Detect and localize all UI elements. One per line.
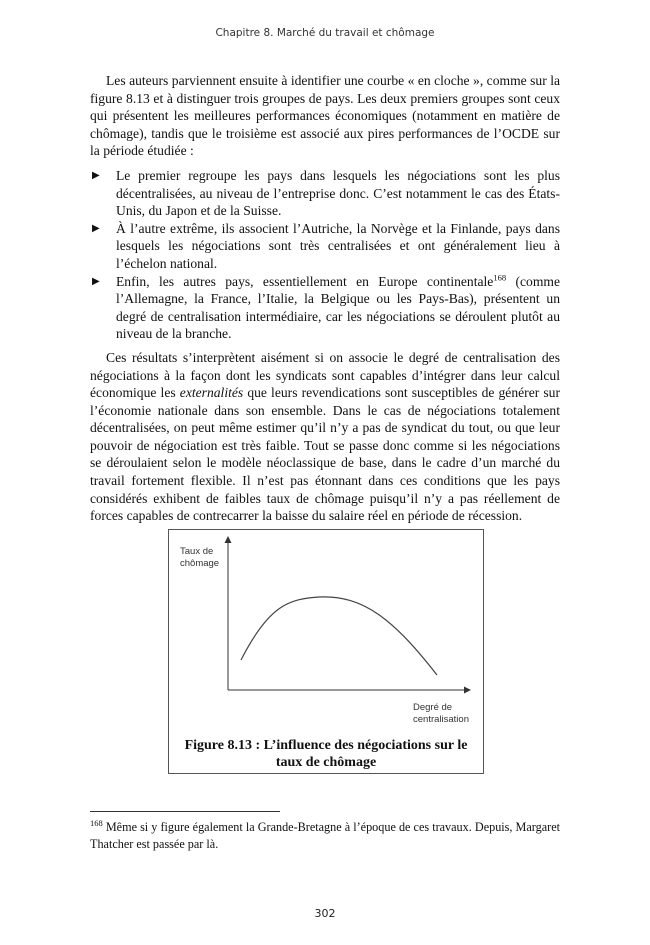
list-item-text: À l’autre extrême, ils associent l’Autriche, la Norvège et la Finlande, pays dans lesquels les négociations sont très centralisées et ont généralement lieu à l’échelon national.: [116, 220, 560, 271]
bullet-icon: ▶: [92, 222, 100, 234]
y-axis-label-line1: Taux de: [180, 546, 214, 557]
bell-curve-diagram: [169, 530, 483, 735]
list-item: [90, 273, 560, 343]
x-axis-label-line1: Degré de: [413, 702, 453, 713]
bell-curve: [241, 597, 437, 675]
interpretation-paragraph: [90, 349, 560, 525]
footnote-reference[interactable]: 168: [493, 272, 507, 282]
x-axis-label-line2: centralisation: [413, 714, 469, 725]
footnote-number: 168: [90, 817, 103, 828]
running-header: Chapitre 8. Marché du travail et chômage: [215, 27, 435, 39]
country-groups-list: [90, 167, 560, 343]
paragraph-text: Ces résultats s’interprètent aisément si on associe le degré de centralisation des négociations à la façon dont les syndicats sont capables d’intégrer dans leur calcul économique les: [90, 349, 560, 401]
main-text: [90, 72, 560, 525]
footnote-separator: [90, 811, 280, 812]
intro-paragraph: Les auteurs parviennent ensuite à identifier une courbe « en cloche », comme sur la figure 8.13 et à distinguer trois groupes de pays. Les deux premiers groupes sont ceux qui présentent les meilleures performances économiques (notamment en matière de chômage), tandis que le troisième est associé aux pires performances de l’OCDE sur la période étudiée :: [90, 73, 560, 159]
list-item-text: Enfin, les autres pays, essentiellement en Europe continentale: [116, 273, 494, 289]
emphasized-term: externalités: [179, 385, 244, 401]
figure-caption-line1: Figure 8.13 : L’influence des négociations sur le: [184, 738, 468, 753]
footnote: [90, 819, 560, 852]
bullet-icon: ▶: [92, 275, 100, 287]
bullet-icon: ▶: [92, 169, 100, 181]
list-item-text-continued: (comme l’Allemagne, la France, l’Italie, la Belgique ou les Pays-Bas), présentent un degré de centralisation intermédiaire, car les négociations se déroulent plutôt au niveau de la branche.: [116, 273, 560, 342]
paragraph-text-continued: que leurs revendications sont susceptibles de générer sur l’économie nationale dans son ensemble. Dans le cas de négociations totalement décentralisées, on peut même estimer qu’il n’y a pas de syndicat du tout, ou que leur pouvoir de négociation est très faible. Tout se passe donc comme si les négociations se déroulaient selon le modèle néoclassique de base, dans le cadre d’un marché du travail fortement flexible. Il n’est pas étonnant dans ces conditions que les pays considérés exhibent de faibles taux de chômage puisqu’il n’y a pas réellement de forces capables de contrecarrer la baisse du salaire réel en période de récession.: [90, 385, 560, 524]
footnote-text: Même si y figure également la Grande-Bretagne à l’époque de ces travaux. Depuis, Margaret Thatcher est passée par là.: [90, 820, 560, 851]
figure-8-13: [168, 529, 484, 774]
list-item: [90, 220, 560, 273]
list-item-text: Le premier regroupe les pays dans lesquels les négociations sont les plus décentralisées, au niveau de l’entreprise donc. C’est notamment le cas des États-Unis, du Japon et de la Suisse.: [116, 167, 560, 219]
list-item: [90, 167, 560, 220]
figure-caption: [169, 737, 483, 771]
figure-caption-line2: taux de chômage: [275, 755, 377, 770]
y-axis-label-line2: chômage: [180, 558, 220, 569]
page-number: 302: [314, 907, 336, 920]
